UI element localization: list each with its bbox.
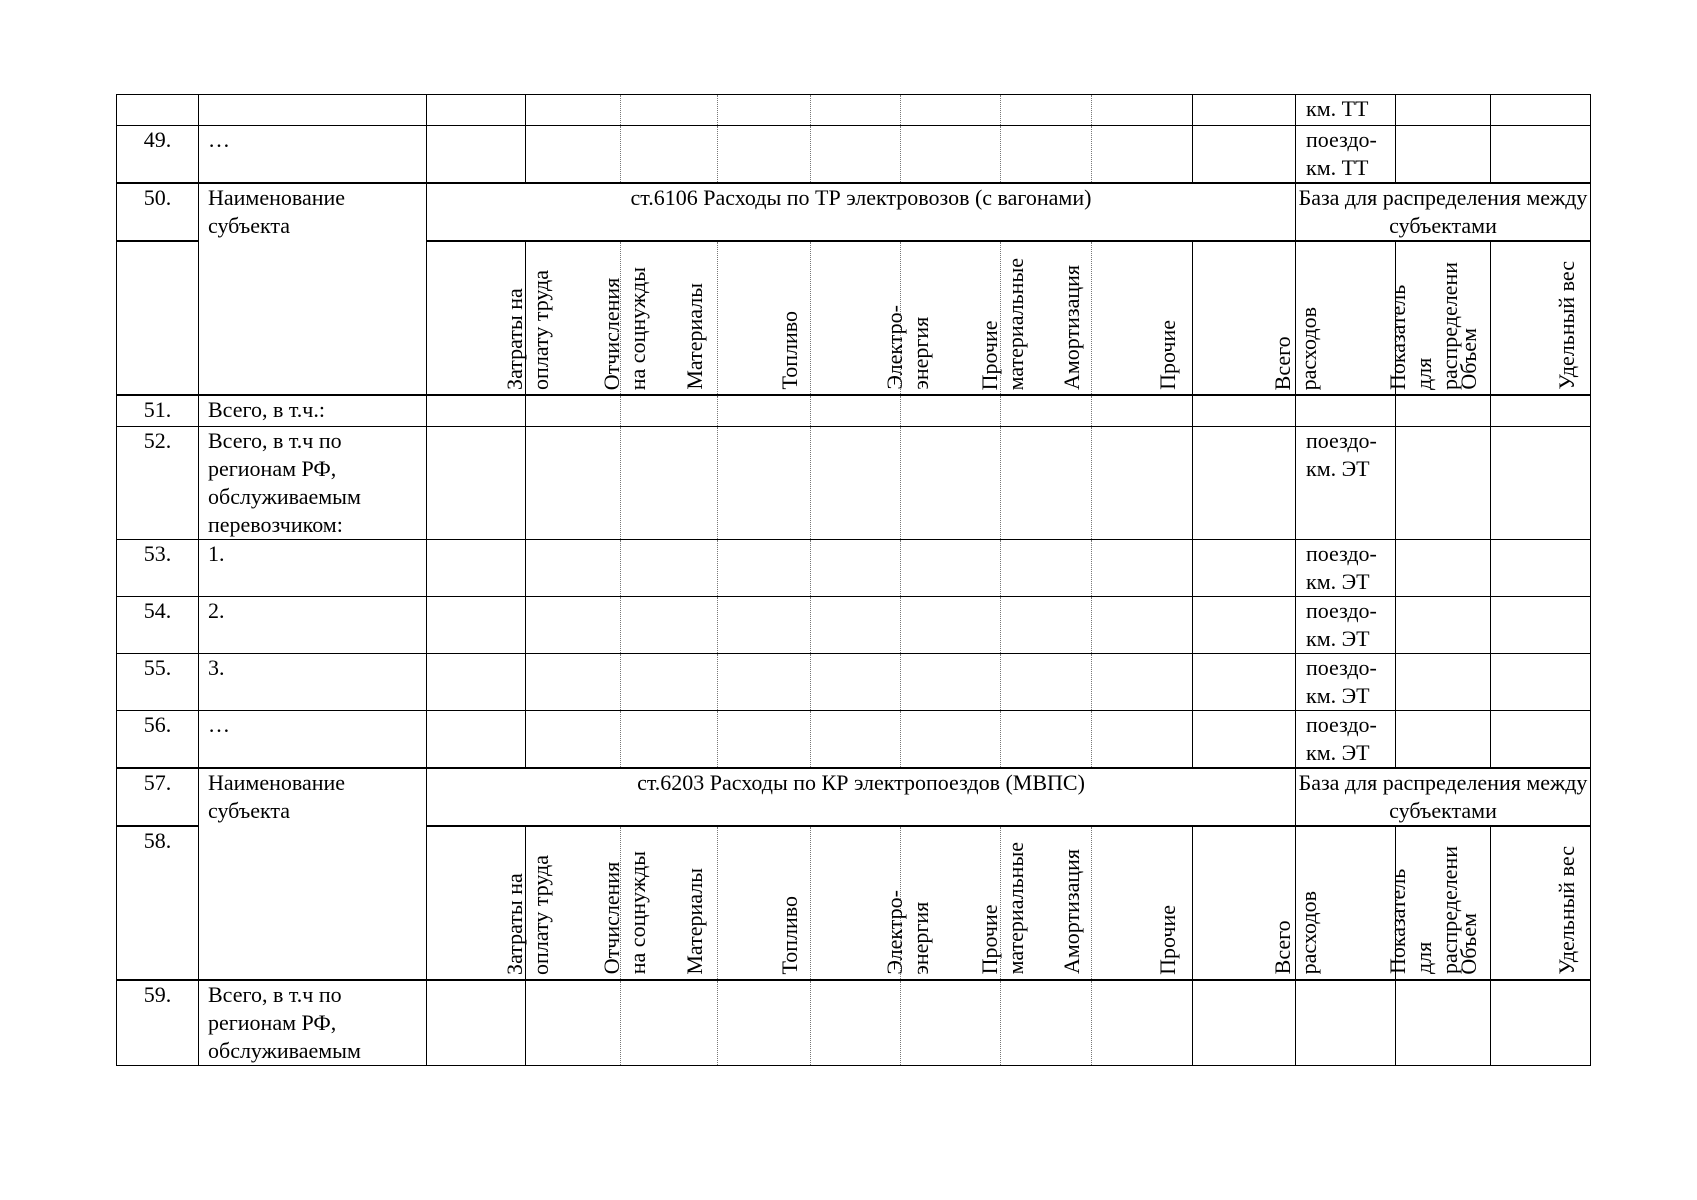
column-header: Прочие xyxy=(1092,241,1193,395)
section-header-row xyxy=(117,768,1591,826)
subject-name-header: Наименование субъекта xyxy=(199,183,427,395)
row-name: … xyxy=(199,126,427,184)
row-name xyxy=(199,95,427,126)
table-row xyxy=(117,126,1591,184)
column-header: Прочие xyxy=(1092,826,1193,980)
row-number: 58. xyxy=(117,826,199,980)
table-row: 52. Всего, в т.ч по регионам РФ, обслуживаемым перевозчиком: поездо- км. ЭТ xyxy=(117,426,1591,539)
table-row: 53. 1. поездо- км. ЭТ xyxy=(117,539,1591,596)
column-header: Амортизация xyxy=(1001,826,1092,980)
table-row xyxy=(117,95,1591,126)
table-row: 51. Всего, в т.ч.: xyxy=(117,395,1591,426)
column-header: Амортизация xyxy=(1001,241,1092,395)
base-title: База для распределения между субъектами xyxy=(1296,183,1591,241)
column-header: Объем xyxy=(1396,241,1491,395)
column-header: Материалы xyxy=(621,241,718,395)
column-header: Затраты на оплату труда xyxy=(427,826,526,980)
table-row: 56. … поездо- км. ЭТ xyxy=(117,710,1591,768)
row-number xyxy=(117,95,199,126)
column-header: Отчисления на соцнужды xyxy=(526,241,621,395)
column-header: Показатель для распределени xyxy=(1296,826,1396,980)
column-header: Всего расходов xyxy=(1193,241,1296,395)
column-header: Показатель для распределени xyxy=(1296,241,1396,395)
column-header: Прочие материальные xyxy=(901,241,1001,395)
column-header: Удельный вес xyxy=(1491,826,1591,980)
column-header: Всего расходов xyxy=(1193,826,1296,980)
cost-allocation-table xyxy=(116,94,1591,1066)
column-header: Материалы xyxy=(621,826,718,980)
row-number: 49. xyxy=(117,126,199,184)
column-header: Удельный вес xyxy=(1491,241,1591,395)
column-header: Отчисления на соцнужды xyxy=(526,826,621,980)
column-header: Затраты на оплату труда xyxy=(427,241,526,395)
column-header: Прочие материальные xyxy=(901,826,1001,980)
column-header: Топливо xyxy=(718,826,811,980)
table-row: 59. Всего, в т.ч по регионам РФ, обслуживаемым xyxy=(117,980,1591,1066)
column-header: Электро- энергия xyxy=(811,241,901,395)
table-row: 54. 2. поездо- км. ЭТ xyxy=(117,596,1591,653)
column-header: Объем xyxy=(1396,826,1491,980)
table-row: 55. 3. поездо- км. ЭТ xyxy=(117,653,1591,710)
distribution-base: км. ТТ xyxy=(1296,95,1396,126)
section-header-row xyxy=(117,183,1591,241)
column-header: Топливо xyxy=(718,241,811,395)
section-title: ст.6203 Расходы по КР электропоездов (МВПС) xyxy=(427,768,1296,826)
row-number: 50. xyxy=(117,183,199,241)
column-header: Электро- энергия xyxy=(811,826,901,980)
section-title: ст.6106 Расходы по ТР электровозов (с вагонами) xyxy=(427,183,1296,241)
distribution-base: поездо- км. ТТ xyxy=(1296,126,1396,184)
subject-name-header: Наименование субъекта xyxy=(199,768,427,980)
base-title: База для распределения между субъектами xyxy=(1296,768,1591,826)
row-number: 57. xyxy=(117,768,199,826)
